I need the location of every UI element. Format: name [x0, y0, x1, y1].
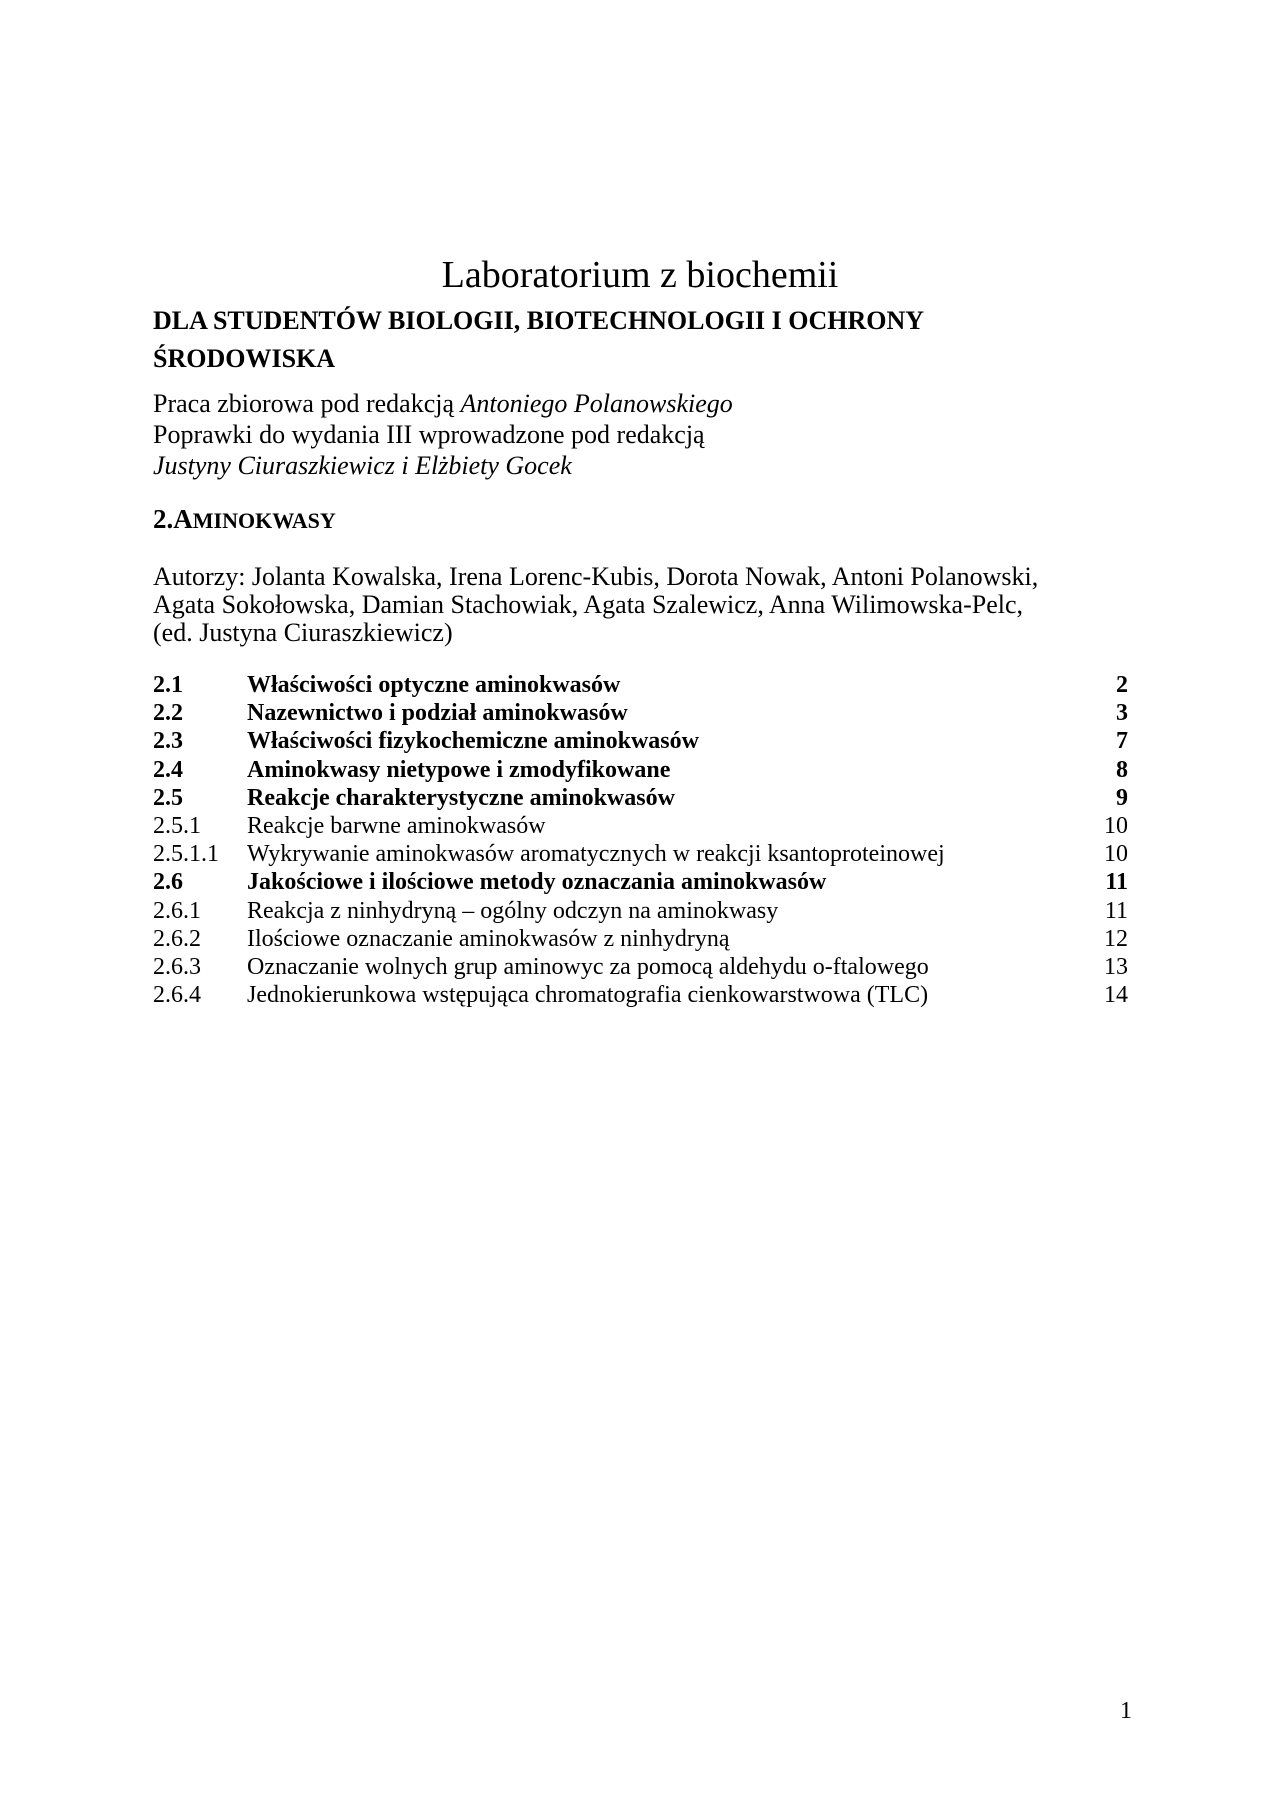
section-heading [153, 502, 336, 538]
toc-entry-number: 2.1 [153, 672, 183, 698]
editor-name: Antoniego Polanowskiego [460, 389, 733, 418]
toc-entry-page: 3 [1116, 700, 1128, 727]
toc-entry[interactable] [153, 868, 1128, 896]
toc-entry-number: 2.6.4 [153, 982, 201, 1009]
authors-block [153, 563, 1038, 647]
toc-entry-title: Reakcje barwne aminokwasów [247, 812, 546, 839]
toc-entry-page: 11 [1105, 869, 1128, 896]
authors-line-3: (ed. Justyna Ciuraszkiewicz) [153, 618, 453, 647]
toc-entry[interactable] [153, 784, 1128, 812]
toc-entry-page: 14 [1104, 982, 1128, 1009]
toc-entry-page: 10 [1104, 812, 1128, 839]
toc-entry-page: 9 [1116, 784, 1128, 811]
toc-entry[interactable] [153, 699, 1128, 727]
editors-line-1-prefix: Praca zbiorowa pod redakcją [153, 389, 461, 418]
toc-entry-title: Nazewnictwo i podział aminokwasów [247, 700, 628, 727]
toc-entry-title: Aminokwasy nietypowe i zmodyfikowane [247, 756, 671, 783]
toc-entry-title: Właściwości fizykochemiczne aminokwasów [247, 728, 699, 755]
document-title: Laboratorium z biochemii [441, 254, 839, 296]
toc-entry-title: Wykrywanie aminokwasów aromatycznych w reakcji ksantoproteinowej [247, 841, 945, 868]
toc-entry-number: 2.6.2 [153, 925, 201, 952]
section-number: 2. [153, 504, 174, 534]
toc-entry-page: 11 [1104, 897, 1128, 924]
toc-entry-number: 2.5 [153, 784, 183, 811]
toc-entry-page: 10 [1104, 841, 1128, 868]
toc-entry-number: 2.5.1 [153, 812, 201, 839]
toc-entry[interactable] [153, 897, 1128, 925]
toc-entry[interactable] [153, 981, 1128, 1009]
editors-block [153, 388, 733, 481]
toc-entry-title: Reakcja z ninhydryną – ogólny odczyn na aminokwasy [247, 897, 779, 924]
table-of-contents [153, 671, 1128, 1009]
toc-entry-number: 2.4 [153, 756, 183, 783]
toc-entry-page: 13 [1104, 953, 1128, 980]
toc-entry[interactable] [153, 953, 1128, 981]
editors-line-2: Poprawki do wydania III wprowadzone pod redakcją [153, 420, 705, 449]
section-title-rest: MINOKWASY [192, 508, 336, 533]
toc-entry-number: 2.3 [153, 728, 183, 755]
toc-entry-page: 8 [1116, 756, 1128, 783]
toc-entry-title: Reakcje charakterystyczne aminokwasów [247, 784, 675, 811]
page-number: 1 [1120, 1698, 1132, 1724]
toc-entry-title: Oznaczanie wolnych grup aminowyc za pomocą aldehydu o-ftalowego [247, 953, 929, 980]
revision-editors-names: Justyny Ciuraszkiewicz i Elżbiety Gocek [153, 451, 572, 480]
toc-entry-title: Ilościowe oznaczanie aminokwasów z ninhydryną [247, 925, 730, 952]
toc-entry[interactable] [153, 925, 1128, 953]
toc-entry[interactable] [153, 756, 1128, 784]
toc-entry-number: 2.6 [153, 869, 183, 896]
editors-line-3 [153, 450, 733, 481]
toc-entry[interactable] [153, 671, 1128, 699]
toc-entry[interactable] [153, 727, 1128, 755]
toc-entry[interactable] [153, 812, 1128, 840]
section-title-initial: A [173, 504, 193, 534]
toc-entry-number: 2.6.1 [153, 897, 201, 924]
authors-line-1: Autorzy: Jolanta Kowalska, Irena Lorenc-Kubis, Dorota Nowak, Antoni Polanowski, [153, 562, 1039, 591]
document-subtitle: DLA STUDENTÓW BIOLOGII, BIOTECHNOLOGII I OCHRONY ŚRODOWISKA [153, 306, 924, 373]
toc-entry-number: 2.5.1.1 [153, 841, 219, 868]
toc-entry-title: Jakościowe i ilościowe metody oznaczania aminokwasów [247, 869, 827, 896]
toc-entry-title: Jednokierunkowa wstępująca chromatografia cienkowarstwowa (TLC) [247, 982, 929, 1009]
toc-entry[interactable] [153, 840, 1128, 868]
toc-entry-title: Właściwości optyczne aminokwasów [247, 672, 621, 698]
toc-entry-page: 2 [1116, 672, 1128, 698]
editors-line-1 [153, 388, 733, 419]
toc-entry-number: 2.6.3 [153, 953, 201, 980]
toc-entry-page: 12 [1104, 925, 1128, 952]
toc-entry-page: 7 [1116, 728, 1128, 755]
authors-line-2: Agata Sokołowska, Damian Stachowiak, Agata Szalewicz, Anna Wilimowska-Pelc, [153, 590, 1023, 619]
toc-entry-number: 2.2 [153, 700, 183, 727]
